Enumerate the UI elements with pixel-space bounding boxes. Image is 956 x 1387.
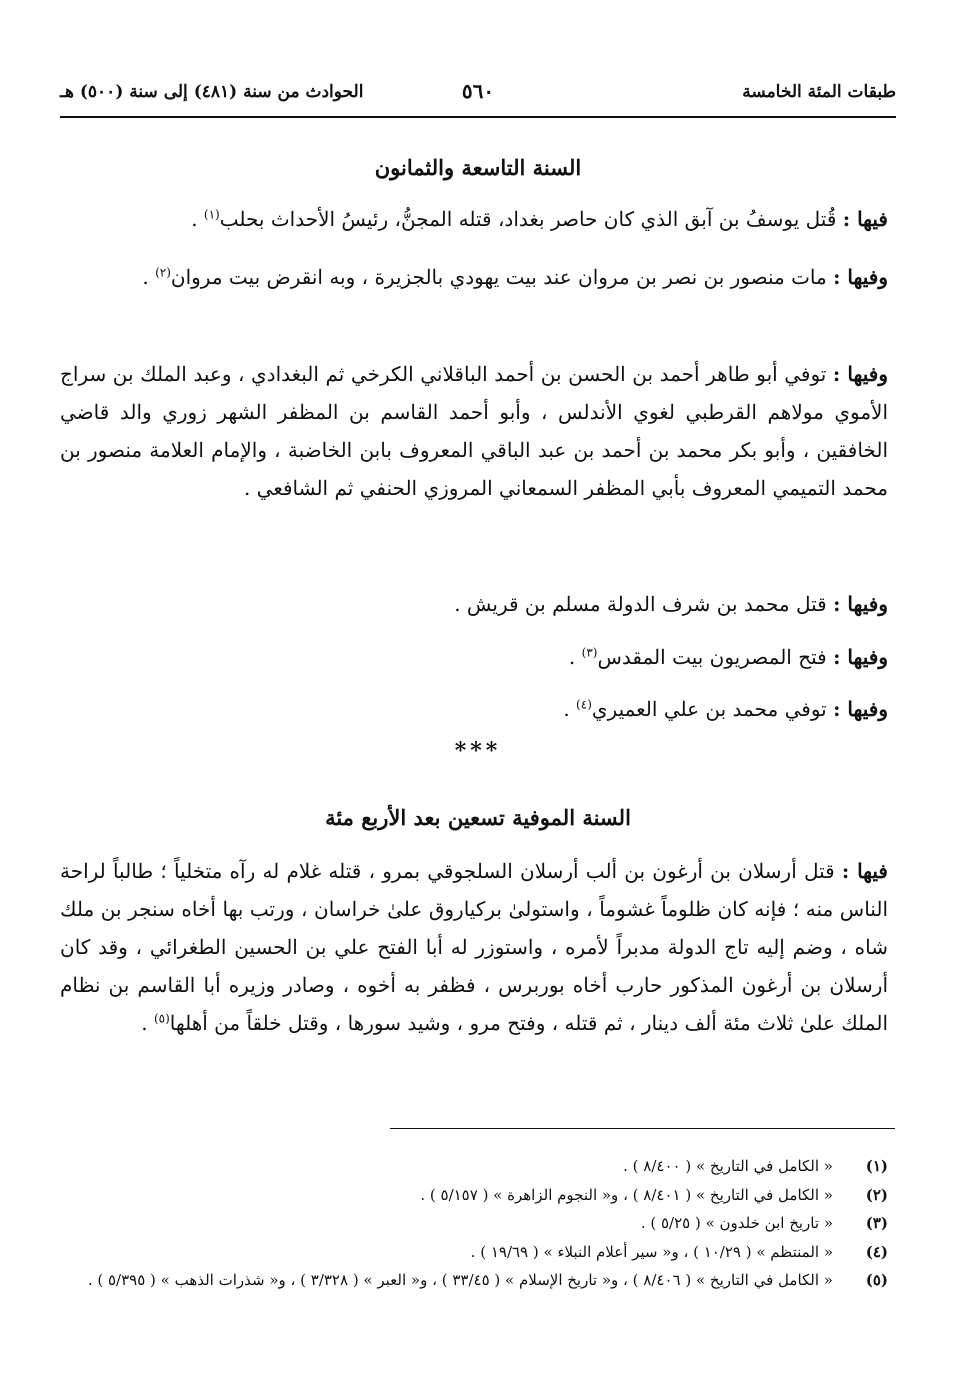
paragraph-text: مات منصور بن نصر بن مروان عند بيت يهودي بالجزيرة ، وبه انقرض بيت مروان (170, 265, 834, 289)
paragraph-4 (60, 585, 888, 623)
paragraph-text: توفي أبو طاهر أحمد بن الحسن بن أحمد الباقلاني الكرخي ثم البغدادي ، وعبد الملك بن سراج الأموي مولاهم القرطبي لغوي الأندلس ، وأبو أحمد القاسم بن المظفر الشهر زوري والد قاضي الخافقين ، وأبو بكر محمد بن أحمد بن عبد الباقي المعروف بابن الخاضبة ، والإمام العلامة منصور بن محمد التميمي المعروف بأبي المظفر السمعاني المروزي الحنفي ثم الشافعي . (60, 362, 888, 500)
paragraph-lead: وفيها : (833, 645, 888, 669)
section-heading-490: السنة الموفية تسعين بعد الأربع مئة (325, 805, 631, 830)
paragraph-text: قتل أرسلان بن أرغون بن ألب أرسلان السلجوقي بمرو ، قتله غلام له رآه متخلياً ؛ طالباً لراحة الناس منه ؛ فإنه كان ظلوماً غشوماً ، واستولىٰ بركياروق علىٰ خراسان ، ورتب بها أخاه سنجر بن ملك شاه ، وضم إليه تاج الدولة مدبراً لأمره ، واستوزر له أبا الفتح علي بن الحسين الطغرائي ، وقد كان أرسلان بن أرغون المذكور حارب أخاه بوربرس ، فظفر به أخوه ، وصادر وزيره أبا القاسم بن نظام الملك علىٰ ثلاث مئة ألف دينار ، ثم قتله ، وفتح مرو ، وشيد سورها ، وقتل خلقاً من أهلها (60, 859, 888, 1035)
footnote-item (60, 1152, 888, 1181)
footnote-item (60, 1238, 888, 1267)
paragraph-text: قتل محمد بن شرف الدولة مسلم بن قريش . (454, 592, 834, 616)
paragraph-text: توفي محمد بن علي العميري (591, 697, 834, 721)
paragraph-3 (60, 355, 888, 507)
footnote-item (60, 1266, 888, 1295)
footnote-number: (٢) (865, 1185, 888, 1204)
footnote-ref-2[interactable]: (٢) (155, 265, 171, 280)
running-header (60, 79, 896, 118)
footnote-ref-3[interactable]: (٣) (581, 645, 598, 660)
paragraph-lead: وفيها : (833, 265, 888, 289)
header-book-title: طبقات المئة الخامسة (742, 82, 896, 102)
footnote-text: « الكامل في التاريخ » ( ٨/٤٠١ ) ، و« النجوم الزاهرة » ( ٥/١٥٧ ) . (420, 1185, 833, 1204)
footnote-text: « الكامل في التاريخ » ( ٨/٤٠٦ ) ، و« تاريخ الإسلام » ( ٣٣/٤٥ ) ، و« العبر » ( ٣/٣٢٨ ) ، و« شذرات الذهب » ( ٥/٣٩٥ ) . (87, 1271, 833, 1289)
section-separator: *** (454, 738, 502, 764)
paragraph-6 (60, 690, 888, 728)
paragraph-lead: فيها : (841, 859, 888, 883)
paragraph-lead: وفيها : (833, 592, 888, 616)
footnote-number: (٥) (865, 1271, 888, 1289)
paragraph-tail: . (563, 697, 577, 721)
page-number: ٥٦٠ (461, 79, 495, 103)
paragraph-tail: . (141, 1011, 154, 1035)
paragraph-7 (60, 852, 888, 1042)
footnote-text: « تاريخ ابن خلدون » ( ٥/٢٥ ) . (640, 1214, 833, 1232)
paragraph-lead: وفيها : (832, 362, 888, 386)
paragraph-text: قُتل يوسفُ بن آبق الذي كان حاصر بغداد، قتله المجنُّ، رئيسُ الأحداث بحلب (219, 207, 843, 231)
paragraph-tail: . (568, 645, 582, 669)
footnote-number: (١) (865, 1157, 888, 1175)
footnote-item (60, 1209, 888, 1238)
paragraph-1 (60, 200, 888, 238)
footnote-divider (390, 1128, 895, 1129)
header-chapter-title: الحوادث من سنة (٤٨١) إلى سنة (٥٠٠) هـ (60, 82, 364, 102)
footnote-number: (٤) (865, 1242, 888, 1261)
footnote-number: (٣) (865, 1214, 888, 1232)
paragraph-tail: . (142, 265, 156, 289)
paragraph-lead: وفيها : (833, 697, 888, 721)
paragraph-tail: . (191, 207, 204, 231)
footnote-item (60, 1181, 888, 1210)
footnote-text: « الكامل في التاريخ » ( ٨/٤٠٠ ) . (623, 1157, 833, 1175)
footnote-ref-1[interactable]: (١) (203, 207, 220, 222)
footnote-text: « المنتظم » ( ١٠/٢٩ ) ، و« سير أعلام النبلاء » ( ١٩/٦٩ ) . (470, 1242, 833, 1261)
footnote-ref-4[interactable]: (٤) (576, 697, 592, 712)
section-heading-489: السنة التاسعة والثمانون (374, 155, 582, 180)
paragraph-text: فتح المصريون بيت المقدس (597, 645, 834, 669)
paragraph-2 (60, 258, 888, 296)
footnote-ref-5[interactable]: (٥) (153, 1011, 170, 1026)
header-divider (60, 116, 896, 118)
paragraph-lead: فيها : (842, 207, 888, 231)
footnotes (60, 1152, 888, 1295)
paragraph-5 (60, 638, 888, 676)
